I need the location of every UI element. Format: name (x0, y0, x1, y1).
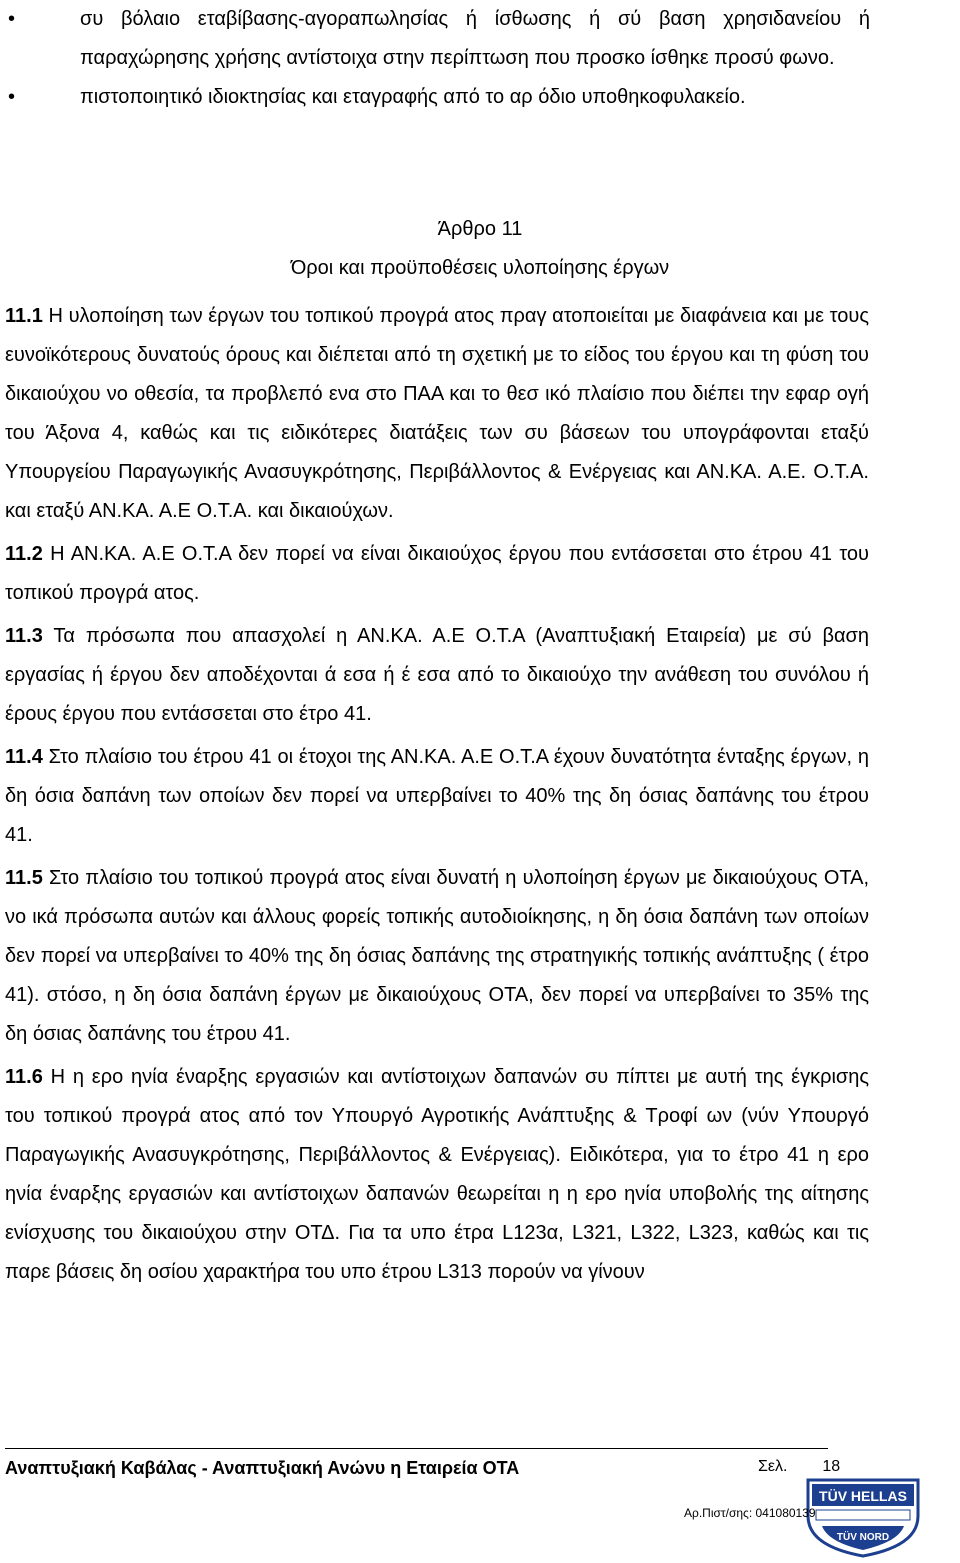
paragraph-text: Η υλοποίηση των έργων του τοπικού προγρά ατος πραγ ατοποιείται με διαφάνεια και με τους ευνοϊκότερους δυνατούς όρους και διέπεται από τη σχετική με το είδος του έργου και τη φύση του δικαιούχου νο οθεσία, τα προβλεπό ενα στο ΠΑΑ και το θεσ ικό πλαίσιο που διέπει την εφαρ ογή του Άξονα 4, καθώς και τις ειδικότερες διατάξεις των συ βάσεων του υπογράφονται εταξύ Υπουργείου Παραγωγικής Ανασυγκρότησης, Περιβάλλοντος & Ενέργειας και ΑΝ.ΚΑ. Α.Ε. Ο.Τ.Α. και εταξύ ΑΝ.ΚΑ. Α.Ε Ο.Τ.Α. και δικαιούχων. (5, 305, 869, 522)
logo-text-top: TÜV HELLAS (819, 1488, 907, 1504)
paragraph-number: 11.4 (5, 746, 43, 768)
bullet-icon: • (8, 8, 16, 30)
certificate-number: Αρ.Πιστ/σης: 041080139 (684, 1506, 816, 1520)
paragraph-number: 11.5 (5, 867, 43, 889)
article-number: Άρθρο 11 (437, 218, 523, 240)
paragraph-text: Η ΑΝ.ΚΑ. Α.Ε Ο.Τ.Α δεν πορεί να είναι δικαιούχος έργου που εντάσσεται στο έτρου 41 του τοπικού προγρά ατος. (5, 543, 869, 604)
paragraph-number: 11.1 (5, 305, 43, 327)
paragraph (5, 738, 869, 855)
bullet-icon: • (8, 86, 16, 108)
footer-page-number (758, 1458, 840, 1476)
paragraph-number: 11.3 (5, 625, 43, 647)
paragraph-text: Στο πλαίσιο του τοπικού προγρά ατος είναι δυνατή η υλοποίηση έργων με δικαιούχους ΟΤΑ, νο ικά πρόσωπα αυτών και άλλους φορείς τοπικής αυτοδιοίκησης, η δη όσια δαπάνη των οποίων δεν πορεί να υπερβαίνει το 40% της δη όσιας δαπάνης της στρατηγικής τοπικής ανάπτυξης ( έτρο 41). στόσο, η δη όσια δαπάνη έργων με δικαιούχους ΟΤΑ, δεν πορεί να υπερβαίνει το 35% της δη όσιας δαπάνης του έτρου 41. (5, 867, 869, 1045)
paragraph-number: 11.6 (5, 1066, 43, 1088)
paragraph-text: Στο πλαίσιο του έτρου 41 οι έτοχοι της ΑΝ.ΚΑ. Α.Ε Ο.Τ.Α έχουν δυνατότητα ένταξης έργων, η δη όσια δαπάνη των οποίων δεν πορεί να υπερβαίνει το 40% της δη όσιας δαπάνης του έτρου 41. (5, 746, 869, 846)
paragraph (5, 859, 869, 1054)
article-heading (0, 210, 960, 288)
bullet-text: πιστοποιητικό ιδιοκτησίας και εταγραφής από το αρ όδιο υποθηκοφυλακείο. (80, 86, 746, 108)
article-title: Όροι και προϋποθέσεις υλοποίησης έργων (290, 257, 670, 279)
paragraph-text: Τα πρόσωπα που απασχολεί η ΑΝ.ΚΑ. Α.Ε Ο.Τ.Α (Αναπτυξιακή Εταιρεία) με σύ βαση εργασίας ή έργου δεν αποδέχονται ά εσα ή έ εσα από το δικαιούχο την ανάθεση του συνόλου ή έρους έργου που εντάσσεται στο έτρο 41. (5, 625, 869, 725)
page-label: Σελ. (758, 1458, 788, 1475)
bullet-list (0, 0, 960, 117)
bullet-item (0, 0, 960, 78)
paragraph (5, 535, 869, 613)
certification-seal-icon (802, 1476, 924, 1558)
bullet-text: συ βόλαιο εταβίβασης-αγοραπωλησίας ή ίσθωσης ή σύ βαση χρησιδανείου ή παραχώρησης χρήσης αντίστοιχα στην περίπτωση που προσκο ίσθηκε προσύ φωνο. (80, 8, 870, 69)
paragraph-text: Η η ερο ηνία έναρξης εργασιών και αντίστοιχων δαπανών συ πίπτει με αυτή της έγκρισης του τοπικού προγρά ατος από τον Υπουργό Αγροτικής Ανάπτυξης & Τροφί ων (νύν Υπουργό Παραγωγικής Ανασυγκρότησης, Περιβάλλοντος & Ενέργειας). Ειδικότερα, για το έτρο 41 η ερο ηνία έναρξης εργασιών και αντίστοιχων δαπανών θεωρείται η η ερο ηνία υποβολής της αίτησης ενίσχυσης του δικαιούχου στην ΟΤΔ. Για τα υπο έτρα L123α, L321, L322, L323, καθώς και τις παρε βάσεις δη οσίου χαρακτήρα του υπο έτρου L313 πορούν να γίνουν (5, 1066, 869, 1283)
article-body (5, 297, 869, 1296)
paragraph (5, 297, 869, 531)
paragraph-number: 11.2 (5, 543, 43, 565)
footer-title: Αναπτυξιακή Καβάλας - Αναπτυξιακή Ανώνυ η Εταιρεία ΟΤΑ (5, 1458, 520, 1478)
bullet-item (0, 78, 960, 117)
footer-divider (5, 1448, 828, 1449)
paragraph (5, 1058, 869, 1292)
page-number: 18 (822, 1458, 841, 1475)
paragraph (5, 617, 869, 734)
logo-text-bottom: TÜV NORD (836, 1532, 890, 1543)
